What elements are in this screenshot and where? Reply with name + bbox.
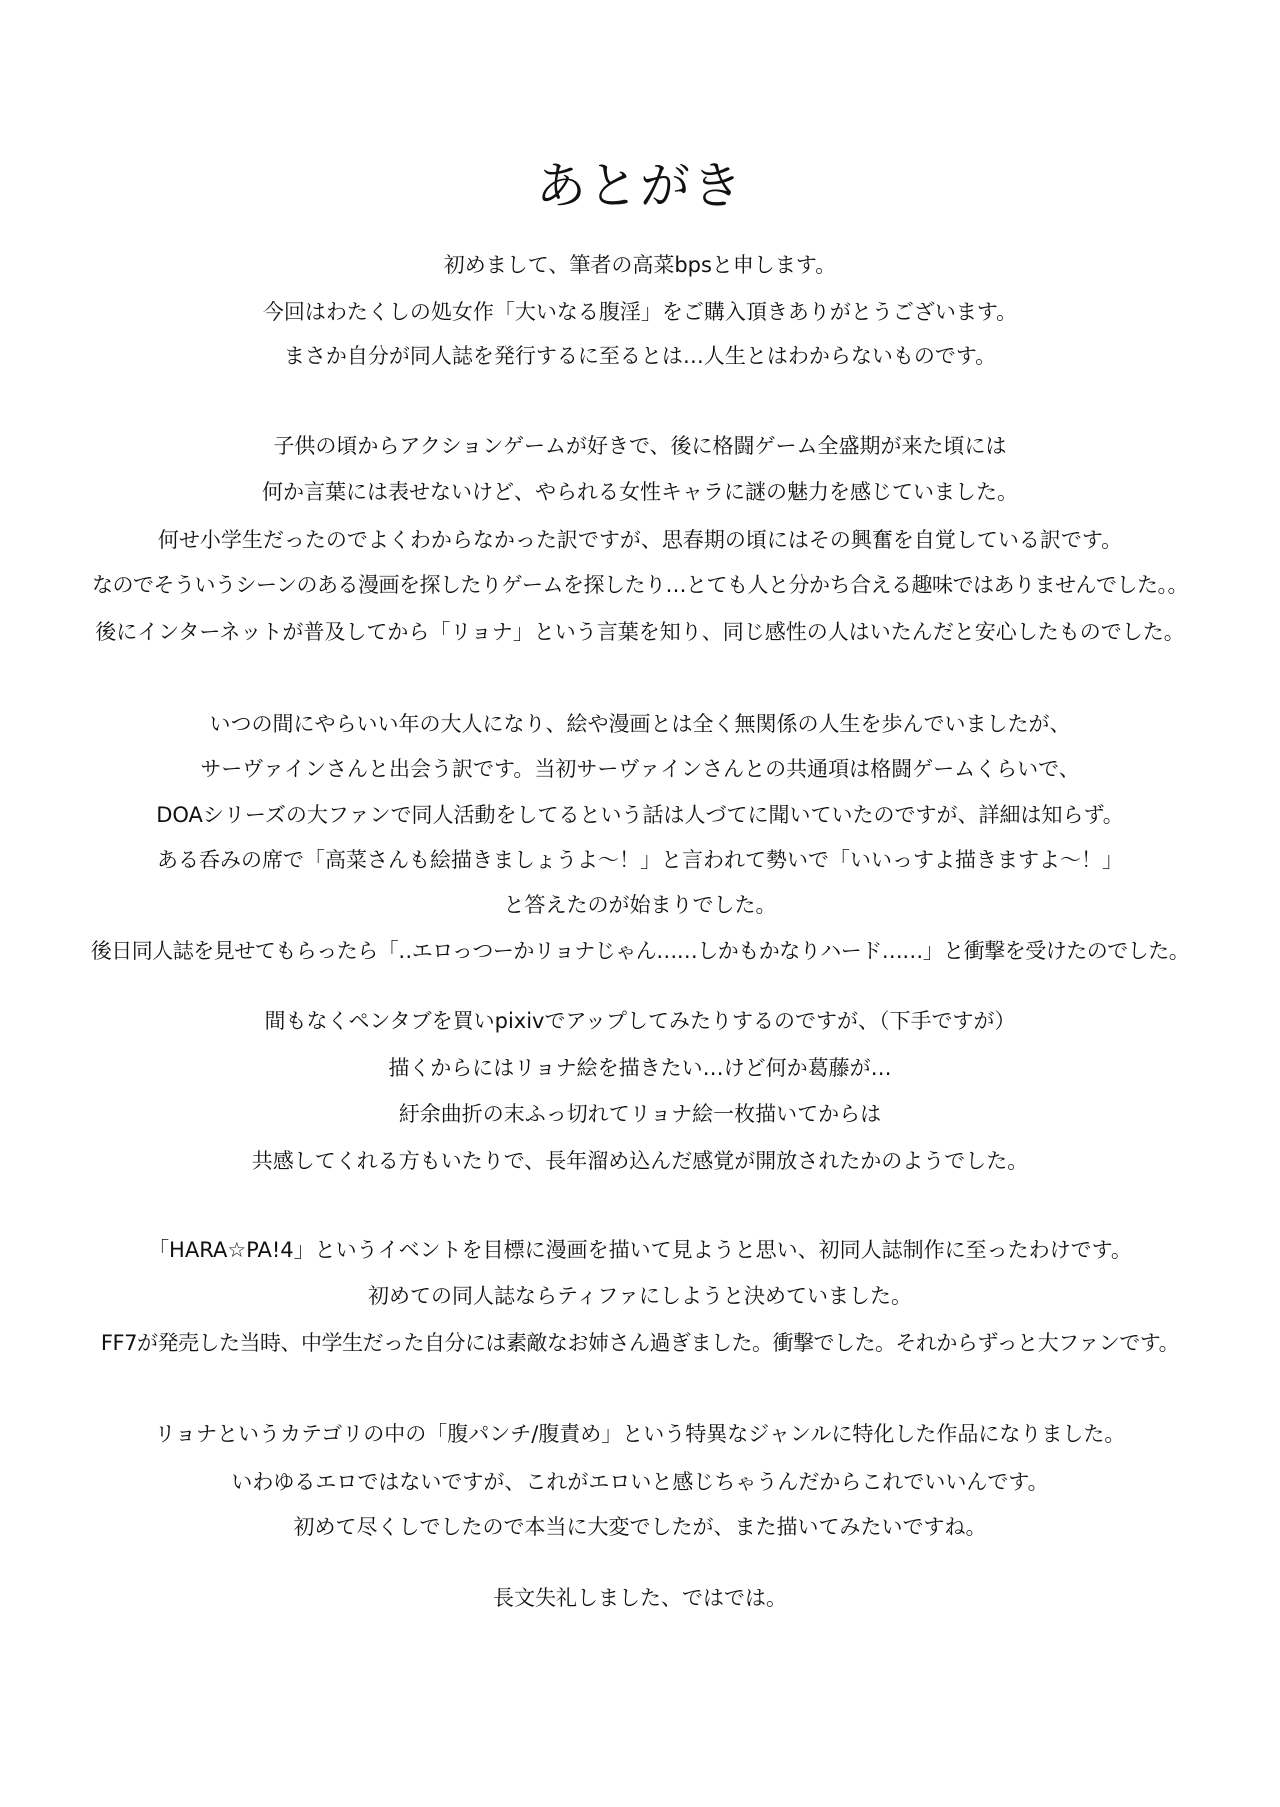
text-line: 何か言葉には表せないけど、やられる女性キャラに謎の魅力を感じていました。 [262, 480, 1018, 504]
text-line: DOAシリーズの大ファンで同人活動をしてるという話は人づてに聞いていたのですが、詳細は知らず。 [156, 803, 1124, 827]
text-line: 紆余曲折の末ふっ切れてリョナ絵一枚描いてからは [398, 1102, 882, 1126]
text-line: 今回はわたくしの処女作「大いなる腹淫」をご購入頂きありがとうございます。 [262, 300, 1018, 324]
text-line: サーヴァインさんと出会う訳です。当初サーヴァインさんとの共通項は格闘ゲームくらいで、 [200, 757, 1080, 781]
text-line: まさか自分が同人誌を発行するに至るとは…人生とはわからないものです。 [283, 344, 997, 368]
text-line: 描くからにはリョナ絵を描きたい…けど何か葛藤が… [388, 1056, 892, 1080]
text-line: 何せ小学生だったのでよくわからなかった訳ですが、思春期の頃にはその興奮を自覚している訳です。 [157, 528, 1123, 552]
text-line: 初めまして、筆者の高菜bpsと申します。 [443, 253, 837, 277]
text-line: 後にインターネットが普及してから「リョナ」という言葉を知り、同じ感性の人はいたんだと安心したものでした。 [95, 620, 1185, 644]
text-line: FF7が発売した当時、中学生だった自分には素敵なお姉さん過ぎました。衝撃でした。それからずっと大ファンです。 [100, 1331, 1180, 1355]
text-line: 後日同人誌を見せてもらったら「‥エロっつーかリョナじゃん……しかもかなりハード……」と衝撃を受けたのでした。 [90, 939, 1190, 963]
text-line: いつの間にやらいい年の大人になり、絵や漫画とは全く無関係の人生を歩んでいましたが、 [209, 712, 1071, 736]
closing-line: 長文失礼しました、ではでは。 [493, 1586, 787, 1610]
text-line: と答えたのが始まりでした。 [503, 893, 777, 917]
text-line: いわゆるエロではないですが、これがエロいと感じちゃうんだからこれでいいんです。 [231, 1470, 1049, 1494]
text-line: 子供の頃からアクションゲームが好きで、後に格闘ゲーム全盛期が来た頃には [273, 434, 1007, 458]
text-line: 初めて尽くしでしたので本当に大変でしたが、また描いてみたいですね。 [293, 1515, 987, 1539]
text-line: リョナというカテゴリの中の「腹パンチ/腹責め」という特異なジャンルに特化した作品になりました。 [154, 1422, 1126, 1446]
text-line: 初めての同人誌ならティファにしようと決めていました。 [368, 1284, 912, 1308]
text-line: 共感してくれる方もいたりで、長年溜め込んだ感覚が開放されたかのようでした。 [251, 1149, 1029, 1173]
text-line: なのでそういうシーンのある漫画を探したりゲームを探したり…とても人と分かち合える趣味ではありませんでした。。 [91, 573, 1189, 597]
text-line: ある呑みの席で「高菜さんも絵描きましょうよ～！」と言われて勢いで「いいっすよ描きますよ～！」 [157, 848, 1123, 872]
text-line: 間もなくペンタブを買いpixivでアップしてみたりするのですが、（下手ですが） [264, 1009, 1016, 1033]
page-title: あとがき [536, 157, 744, 215]
text-line: 「HARA☆PA!4」というイベントを目標に漫画を描いて見ようと思い、初同人誌制作に至ったわけです。 [148, 1238, 1132, 1262]
